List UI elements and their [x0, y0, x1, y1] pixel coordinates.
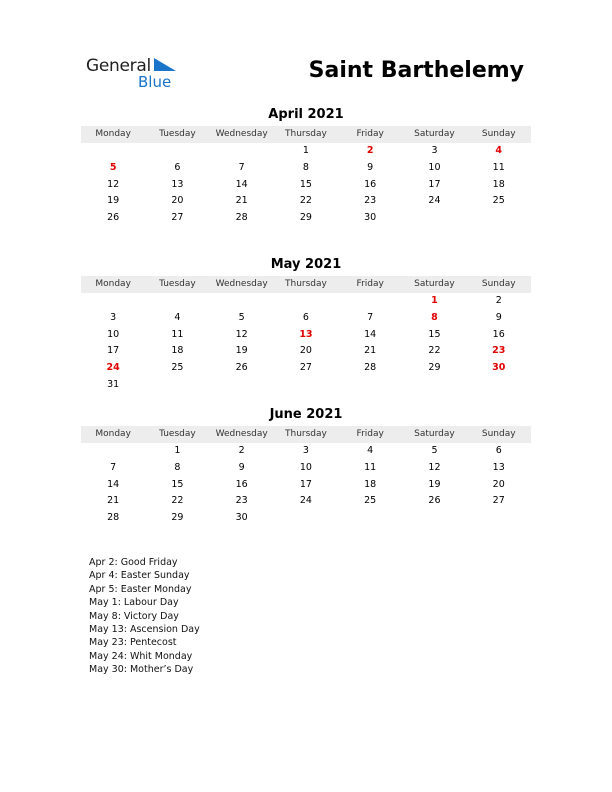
- week-row: [81, 177, 531, 194]
- weekday-label: Tuesday: [159, 129, 196, 139]
- day-cell: 27: [492, 495, 505, 507]
- month-title: April 2021: [268, 107, 344, 122]
- day-cell: [402, 510, 466, 527]
- weekday-label: Friday: [356, 429, 384, 439]
- day-cell: 9: [367, 161, 374, 173]
- day-cell: [274, 377, 338, 394]
- day-cell: [338, 293, 402, 310]
- week-row: [81, 510, 531, 527]
- holiday-entry: Apr 2: Good Friday: [89, 557, 178, 568]
- weekday-label: Sunday: [481, 129, 516, 139]
- weekday-label: Thursday: [285, 129, 327, 139]
- week-row: [81, 310, 531, 327]
- holiday-day-cell: 5: [109, 161, 117, 173]
- day-cell: 10: [299, 461, 312, 473]
- holiday-day-cell: 30: [492, 362, 506, 374]
- day-cell: 3: [302, 445, 309, 456]
- day-cell: 22: [299, 195, 312, 207]
- week-row: [81, 377, 531, 394]
- day-cell: 1: [174, 445, 181, 456]
- day-cell: 21: [235, 195, 248, 207]
- day-cell: 31: [107, 378, 120, 390]
- day-cell: [81, 293, 145, 310]
- weekday-label: Wednesday: [215, 129, 268, 139]
- weekday-label: Thursday: [285, 429, 327, 439]
- day-cell: 14: [364, 328, 377, 340]
- day-cell: 20: [171, 195, 184, 207]
- weekday-header-row: [81, 426, 531, 443]
- day-cell: 25: [171, 362, 184, 374]
- day-cell: 12: [235, 328, 248, 340]
- day-cell: 3: [431, 145, 438, 156]
- weekday-label: Monday: [95, 279, 131, 289]
- day-cell: 30: [364, 212, 377, 224]
- day-cell: 28: [235, 212, 248, 224]
- week-row: [81, 360, 531, 377]
- day-cell: 5: [238, 311, 245, 323]
- day-cell: 10: [428, 161, 441, 173]
- day-cell: 11: [171, 328, 184, 340]
- generalblue-logo: [86, 56, 186, 92]
- day-cell: [467, 510, 531, 527]
- holiday-day-cell: 13: [299, 328, 313, 340]
- day-cell: 7: [110, 461, 117, 473]
- day-cell: 16: [492, 328, 505, 340]
- week-row: [81, 327, 531, 344]
- holiday-entry: May 1: Labour Day: [89, 597, 179, 609]
- week-row: [81, 160, 531, 177]
- day-cell: 18: [171, 345, 184, 357]
- day-cell: 10: [107, 328, 120, 340]
- day-cell: 30: [235, 512, 248, 524]
- day-cell: 20: [492, 478, 505, 490]
- day-cell: 27: [171, 212, 184, 224]
- day-cell: 29: [428, 362, 441, 374]
- day-cell: 11: [364, 461, 377, 473]
- day-cell: 4: [367, 445, 374, 456]
- week-row: [81, 460, 531, 477]
- day-cell: 24: [299, 495, 312, 507]
- month-title: May 2021: [270, 257, 342, 272]
- day-cell: [210, 143, 274, 160]
- week-row: [81, 443, 531, 460]
- day-cell: 21: [364, 345, 377, 357]
- logo-flag-icon: [154, 58, 176, 72]
- week-row: [81, 293, 531, 310]
- day-cell: [81, 443, 145, 460]
- holiday-day-cell: 4: [495, 145, 503, 156]
- day-cell: 22: [428, 345, 441, 357]
- day-cell: 15: [299, 178, 312, 190]
- day-cell: 22: [171, 495, 184, 507]
- holiday-entry: May 23: Pentecost: [89, 637, 177, 649]
- country-title: Saint Barthelemy: [308, 58, 524, 83]
- day-cell: [210, 293, 274, 310]
- day-cell: 6: [174, 161, 181, 173]
- holiday-day-cell: 2: [366, 145, 374, 156]
- day-cell: [402, 377, 466, 394]
- holiday-day-cell: 1: [431, 295, 438, 306]
- day-cell: 27: [299, 362, 312, 374]
- day-cell: [338, 377, 402, 394]
- day-cell: 7: [367, 311, 374, 323]
- day-cell: 18: [364, 478, 377, 490]
- weekday-label: Saturday: [414, 279, 455, 289]
- day-cell: 14: [107, 478, 120, 490]
- logo-word-general: General: [86, 56, 151, 76]
- day-cell: 25: [364, 495, 377, 507]
- day-cell: 17: [299, 478, 312, 490]
- day-cell: 3: [110, 311, 117, 323]
- day-cell: [467, 210, 531, 227]
- weekday-label: Monday: [95, 129, 131, 139]
- day-cell: 4: [174, 311, 181, 323]
- day-cell: 29: [171, 512, 184, 524]
- day-cell: [274, 510, 338, 527]
- week-row: [81, 143, 531, 160]
- weekday-label: Friday: [356, 279, 384, 289]
- day-cell: 13: [492, 461, 505, 473]
- day-cell: 15: [171, 478, 184, 490]
- day-cell: 14: [235, 178, 248, 190]
- holiday-day-cell: 24: [106, 362, 120, 374]
- day-cell: 9: [495, 311, 502, 323]
- weekday-label: Thursday: [285, 279, 327, 289]
- day-cell: 28: [107, 512, 120, 524]
- holiday-entry: May 8: Victory Day: [89, 610, 179, 622]
- weekday-label: Saturday: [414, 429, 455, 439]
- day-cell: 7: [238, 161, 245, 173]
- month-calendar: [81, 406, 531, 527]
- day-cell: [467, 377, 531, 394]
- day-cell: 6: [495, 445, 502, 456]
- holiday-entry: May 24: Whit Monday: [89, 650, 193, 662]
- day-cell: 26: [107, 212, 120, 224]
- weekday-label: Sunday: [481, 279, 516, 289]
- holiday-entry: May 30: Mother’s Day: [89, 664, 194, 676]
- day-cell: 1: [302, 145, 309, 156]
- holiday-list: [89, 556, 200, 677]
- weekday-label: Saturday: [414, 129, 455, 139]
- weekday-label: Sunday: [481, 429, 516, 439]
- weekday-label: Wednesday: [215, 429, 268, 439]
- holiday-entry: May 13: Ascension Day: [89, 624, 200, 636]
- day-cell: 8: [302, 161, 309, 173]
- holiday-entry: Apr 4: Easter Sunday: [89, 570, 190, 582]
- day-cell: [145, 293, 209, 310]
- day-cell: 26: [235, 362, 248, 374]
- day-cell: 17: [428, 178, 441, 190]
- month-calendar: [81, 106, 531, 227]
- day-cell: 16: [235, 478, 248, 490]
- month-title: June 2021: [269, 407, 343, 422]
- day-cell: [274, 293, 338, 310]
- weekday-label: Friday: [356, 129, 384, 139]
- day-cell: 15: [428, 328, 441, 340]
- day-cell: 9: [238, 461, 245, 473]
- day-cell: 18: [492, 178, 505, 190]
- day-cell: 19: [107, 195, 120, 207]
- day-cell: 6: [302, 311, 309, 323]
- day-cell: 26: [428, 495, 441, 507]
- day-cell: [338, 510, 402, 527]
- weekday-label: Tuesday: [159, 429, 196, 439]
- day-cell: 17: [107, 345, 120, 357]
- day-cell: 23: [364, 195, 377, 207]
- month-calendar: [81, 256, 531, 394]
- week-row: [81, 193, 531, 210]
- week-row: [81, 210, 531, 227]
- day-cell: 2: [238, 445, 245, 456]
- day-cell: [145, 143, 209, 160]
- day-cell: 16: [364, 178, 377, 190]
- day-cell: [210, 377, 274, 394]
- day-cell: 12: [107, 178, 120, 190]
- day-cell: [81, 143, 145, 160]
- day-cell: 19: [428, 478, 441, 490]
- day-cell: 12: [428, 461, 441, 473]
- day-cell: [402, 210, 466, 227]
- day-cell: 28: [364, 362, 377, 374]
- holiday-entry: Apr 5: Easter Monday: [89, 583, 192, 595]
- day-cell: [145, 377, 209, 394]
- day-cell: 8: [174, 461, 181, 473]
- day-cell: 2: [495, 295, 502, 306]
- weekday-header-row: [81, 276, 531, 293]
- day-cell: 24: [428, 195, 441, 207]
- holiday-day-cell: 23: [492, 345, 506, 357]
- week-row: [81, 493, 531, 510]
- day-cell: 5: [431, 445, 438, 456]
- week-row: [81, 477, 531, 494]
- day-cell: 19: [235, 345, 248, 357]
- weekday-label: Wednesday: [215, 279, 268, 289]
- weekday-header-row: [81, 126, 531, 143]
- day-cell: 13: [171, 178, 184, 190]
- weekday-label: Monday: [95, 429, 131, 439]
- day-cell: 20: [299, 345, 312, 357]
- weekday-label: Tuesday: [159, 279, 196, 289]
- week-row: [81, 343, 531, 360]
- holiday-day-cell: 8: [431, 311, 438, 323]
- day-cell: 21: [107, 495, 120, 507]
- logo-word-blue: Blue: [138, 73, 172, 91]
- day-cell: 29: [299, 212, 312, 224]
- day-cell: 25: [492, 195, 505, 207]
- day-cell: 11: [492, 161, 505, 173]
- day-cell: 23: [235, 495, 248, 507]
